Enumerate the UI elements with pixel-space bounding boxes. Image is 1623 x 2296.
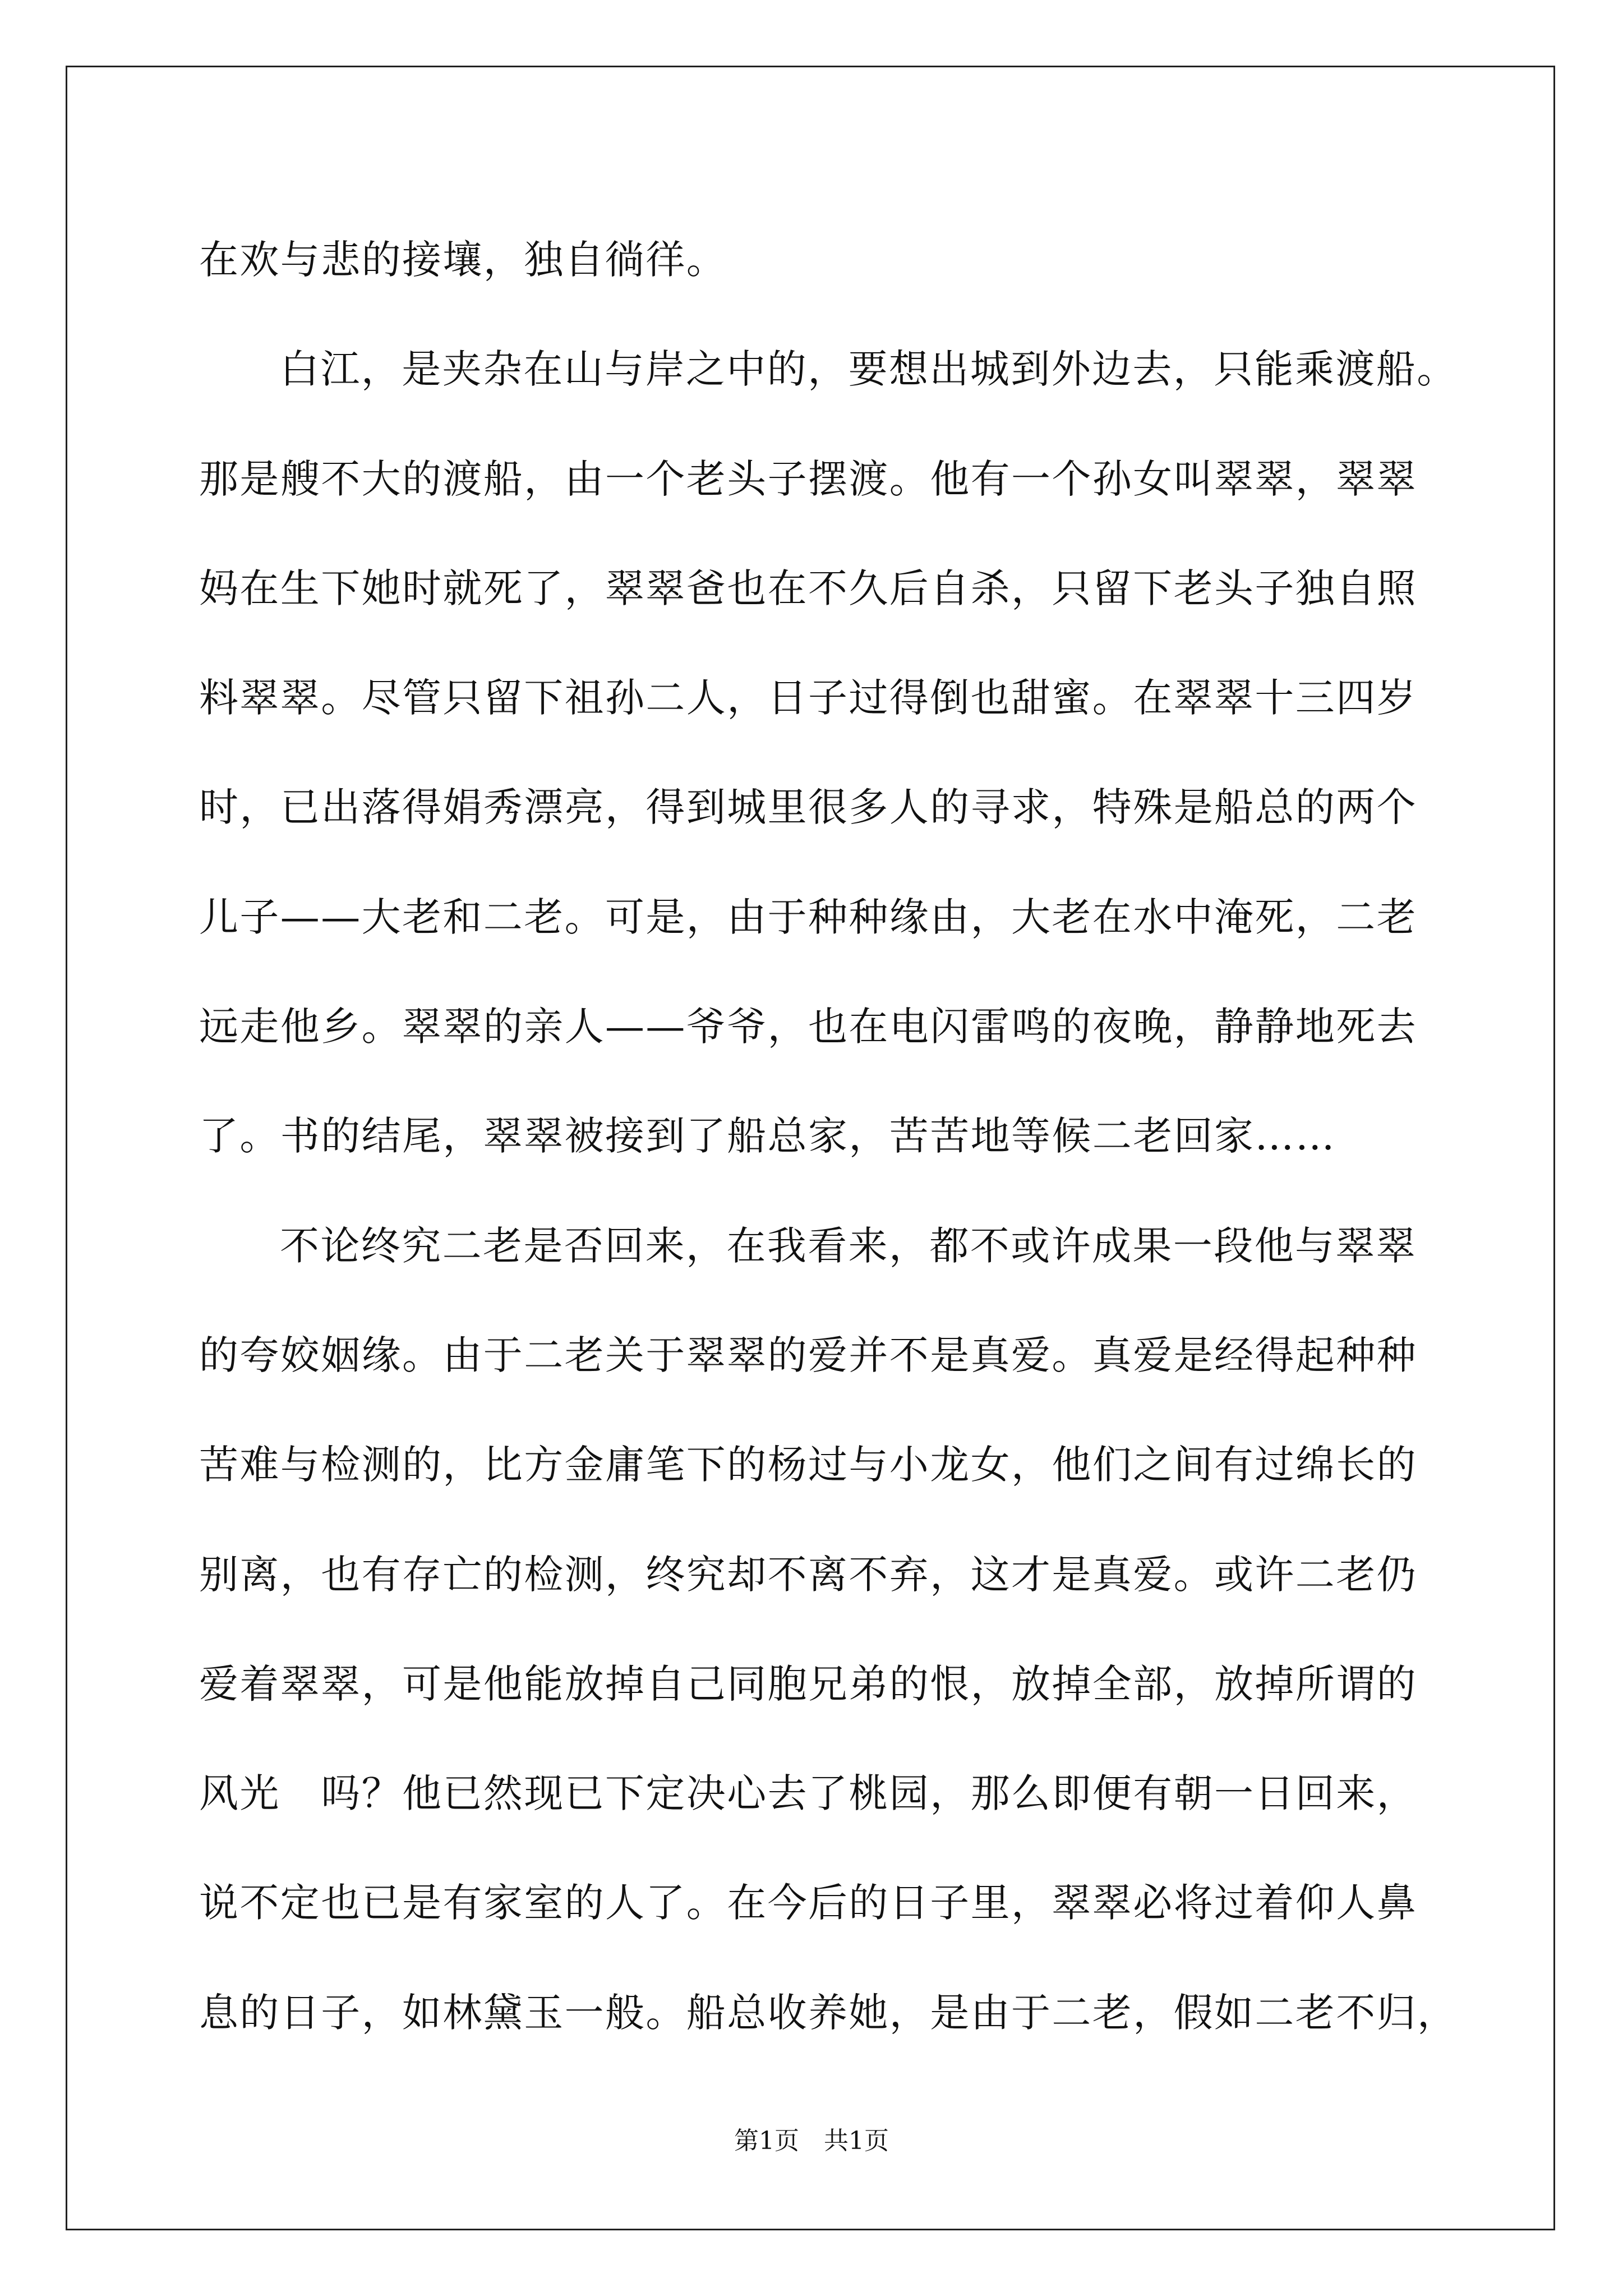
- text-line: 妈在生下她时就死了，翠翠爸也在不久后自杀，只留下老头子独自照: [199, 565, 1417, 611]
- paragraph-start-line: 白江，是夹杂在山与岸之中的，要想出城到外边去，只能乘渡船。: [280, 346, 1458, 393]
- text-line: 儿子——大老和二老。可是，由于种种缘由，大老在水中淹死，二老: [199, 894, 1417, 940]
- text-line: 说不定也已是有家室的人了。在今后的日子里，翠翠必将过着仰人鼻: [199, 1880, 1417, 1926]
- text-line: 远走他乡。翠翠的亲人——爷爷，也在电闪雷鸣的夜晚，静静地死去: [199, 1004, 1417, 1050]
- text-line: 苦难与检测的，比方金庸笔下的杨过与小龙女，他们之间有过绵长的: [199, 1442, 1417, 1488]
- text-line: 那是艘不大的渡船，由一个老头子摆渡。他有一个孙女叫翠翠，翠翠: [199, 455, 1417, 502]
- paragraph-start-line: 不论终究二老是否回来，在我看来，都不或许成果一段他与翠翠: [280, 1222, 1417, 1269]
- text-line: 了。书的结尾，翠翠被接到了船总家，苦苦地等候二老回家……: [199, 1113, 1336, 1159]
- text-line: 料翠翠。尽管只留下祖孙二人，日子过得倒也甜蜜。在翠翠十三四岁: [199, 675, 1417, 721]
- text-line: 时，已出落得娟秀漂亮，得到城里很多人的寻求，特殊是船总的两个: [199, 784, 1417, 831]
- text-line: 的夸姣姻缘。由于二老关于翠翠的爱并不是真爱。真爱是经得起种种: [199, 1332, 1417, 1378]
- text-line: 爱着翠翠，可是他能放掉自己同胞兄弟的恨，放掉全部，放掉所谓的: [199, 1660, 1417, 1707]
- document-body: [199, 205, 1458, 2068]
- text-line: 在欢与悲的接壤，独自徜徉。: [199, 237, 727, 283]
- text-line: 风光 吗？他已然现已下定决心去了桃园，那么即便有朝一日回来，: [199, 1770, 1417, 1817]
- text-line: 别离，也有存亡的检测，终究却不离不弃，这才是真爱。或许二老仍: [199, 1551, 1417, 1598]
- text-line: 息的日子，如林黛玉一般。船总收养她，是由于二老，假如二老不归，: [199, 1989, 1458, 2036]
- page-number-footer: 第1页 共1页: [734, 2127, 889, 2155]
